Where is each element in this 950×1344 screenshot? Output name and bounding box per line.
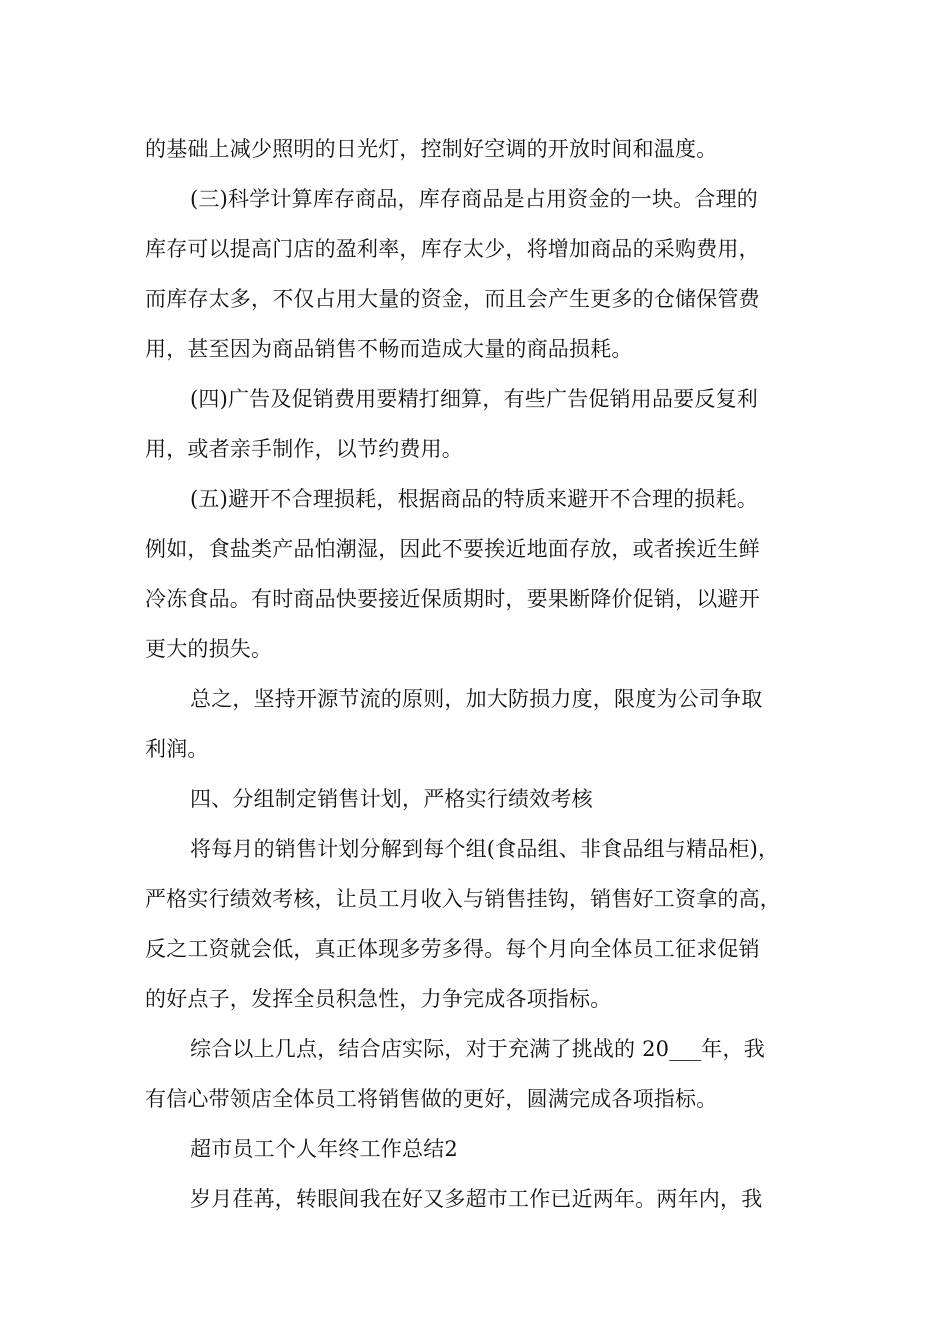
paragraph-line: (五)避开不合理损耗，根据商品的特质来避开不合理的损耗。	[190, 487, 758, 511]
paragraph-line: 例如，食盐类产品怕潮湿，因此不要挨近地面存放，或者挨近生鲜	[145, 537, 760, 561]
paragraph-line: 用，或者亲手制作，以节约费用。	[145, 437, 463, 461]
paragraph-line: 更大的损失。	[145, 637, 273, 661]
section-heading: 超市员工个人年终工作总结2	[190, 1137, 458, 1161]
paragraph-line: 有信心带领店全体员工将销售做的更好，圆满完成各项指标。	[145, 1087, 718, 1111]
paragraph-line: (四)广告及促销费用要精打细算，有些广告促销用品要反复利	[190, 387, 758, 411]
paragraph-line: 利润。	[145, 737, 209, 761]
paragraph-line: 总之，坚持开源节流的原则，加大防损力度，限度为公司争取	[190, 687, 763, 711]
paragraph-line: 岁月荏苒，转眼间我在好又多超市工作已近两年。两年内，我	[190, 1187, 763, 1211]
paragraph-line: 的基础上减少照明的日光灯，控制好空调的开放时间和温度。	[145, 137, 718, 161]
paragraph-line: 的好点子，发挥全员积急性，力争完成各项指标。	[145, 987, 612, 1011]
paragraph-line: 严格实行绩效考核，让员工月收入与销售挂钩，销售好工资拿的高，	[145, 887, 781, 911]
paragraph-line: 将每月的销售计划分解到每个组(食品组、非食品组与精品柜)，	[190, 837, 780, 861]
paragraph-line: (三)科学计算库存商品，库存商品是占用资金的一块。合理的	[190, 187, 758, 211]
paragraph-line: 综合以上几点，结合店实际，对于充满了挑战的 20___年，我	[190, 1037, 765, 1061]
paragraph-line: 冷冻食品。有时商品快要接近保质期时，要果断降价促销，以避开	[145, 587, 760, 611]
paragraph-line: 反之工资就会低，真正体现多劳多得。每个月向全体员工征求促销	[145, 937, 760, 961]
paragraph-line: 而库存太多，不仅占用大量的资金，而且会产生更多的仓储保管费	[145, 287, 760, 311]
paragraph-line: 用，甚至因为商品销售不畅而造成大量的商品损耗。	[145, 337, 633, 361]
paragraph-line: 库存可以提高门店的盈利率，库存太少，将增加商品的采购费用，	[145, 237, 760, 261]
section-heading: 四、分组制定销售计划，严格实行绩效考核	[190, 787, 593, 811]
